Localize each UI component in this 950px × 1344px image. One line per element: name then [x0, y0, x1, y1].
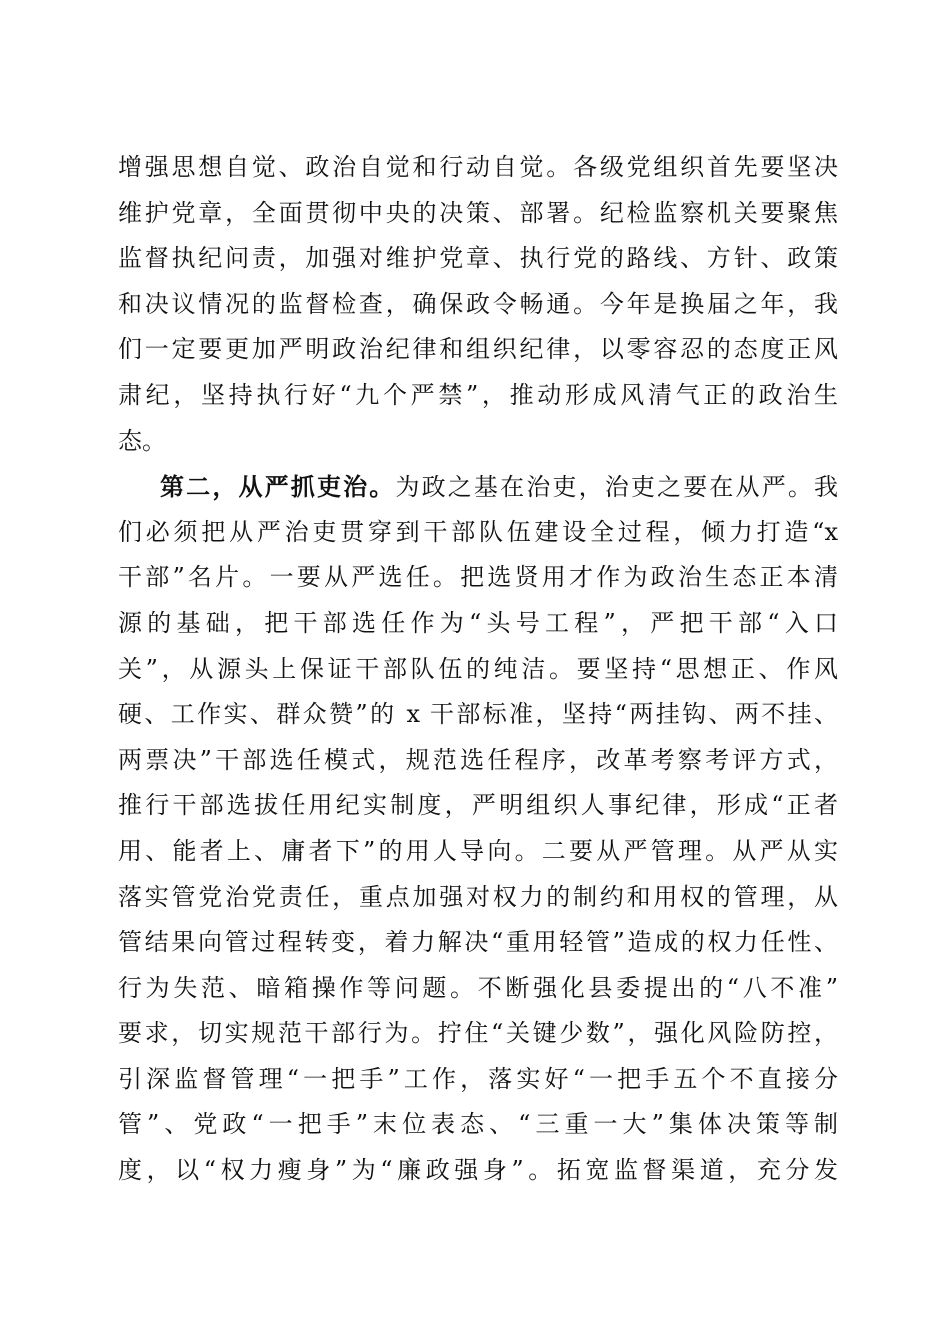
- text-line: 关”，从源头上保证干部队伍的纯洁。要坚持“思想正、作风: [118, 654, 838, 683]
- text-line: 源的基础，把干部选任作为“头号工程”，严把干部“入口: [118, 608, 838, 637]
- text-line: 度，以“权力瘦身”为“廉政强身”。拓宽监督渠道，充分发: [118, 1156, 838, 1185]
- text-line: 用、能者上、庸者下”的用人导向。二要从严管理。从严从实: [118, 836, 838, 865]
- paragraph-first-line: [118, 464, 838, 510]
- text-line: 管结果向管过程转变，着力解决“重用轻管”造成的权力任性、: [118, 928, 838, 957]
- text-line: 推行干部选拔任用纪实制度，严明组织人事纪律，形成“正者: [118, 791, 838, 820]
- text-line: 维护党章，全面贯彻中央的决策、部署。纪检监察机关要聚焦: [118, 198, 838, 227]
- text-line: 监督执纪问责，加强对维护党章、执行党的路线、方针、政策: [118, 244, 838, 273]
- text-line: 引深监督管理“一把手”工作，落实好“一把手五个不直接分: [118, 1064, 838, 1093]
- text-line: 要求，切实规范干部行为。拧住“关键少数”，强化风险防控，: [118, 1019, 838, 1048]
- text-line: 和决议情况的监督检查，确保政令畅通。今年是换届之年，我: [118, 289, 838, 318]
- text-line: 落实管党治党责任，重点加强对权力的制约和用权的管理，从: [118, 882, 838, 911]
- text-line: 态。: [118, 426, 166, 455]
- text-line: 们一定要更加严明政治纪律和组织纪律，以零容忍的态度正风: [118, 335, 838, 364]
- text-line: 干部”名片。一要从严选任。把选贤用才作为政治生态正本清: [118, 563, 838, 592]
- text-line: 两票决”干部选任模式，规范选任程序，改革考察考评方式，: [118, 745, 838, 774]
- document-body: [118, 145, 838, 1194]
- text-line: 行为失范、暗箱操作等问题。不断强化县委提出的“八不准”: [118, 973, 838, 1002]
- text-line: 肃纪，坚持执行好“九个严禁”，推动形成风清气正的政治生: [118, 380, 838, 409]
- text-line: 硬、工作实、群众赞”的 x 干部标准，坚持“两挂钩、两不挂、: [118, 700, 838, 729]
- text-line: 们必须把从严治吏贯穿到干部队伍建设全过程，倾力打造“x: [118, 517, 838, 546]
- text-span: 为政之基在治吏，治吏之要在从严。我: [395, 473, 839, 502]
- text-line: 管”、党政“一把手”末位表态、“三重一大”集体决策等制: [118, 1110, 838, 1139]
- section-heading: 第二，从严抓吏治。: [160, 472, 396, 502]
- text-line: 增强思想自觉、政治自觉和行动自觉。各级党组织首先要坚决: [118, 153, 838, 181]
